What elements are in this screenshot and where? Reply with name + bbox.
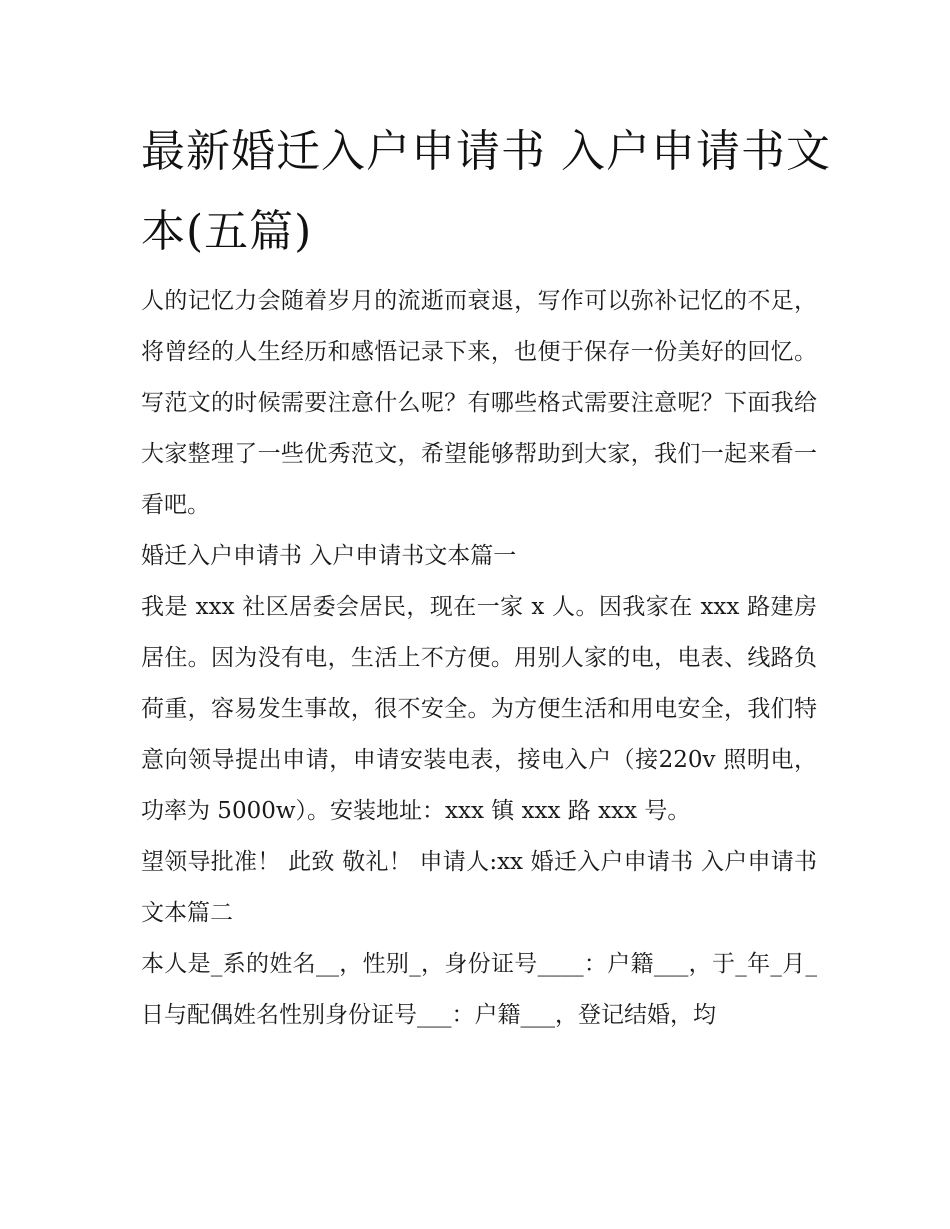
document-title: 最新婚迁入户申请书 入户申请书文本(五篇): [141, 126, 831, 257]
section-heading-1: 婚迁入户申请书 入户申请书文本篇一: [141, 543, 517, 569]
closing-paragraph: 望领导批准！ 此致 敬礼！ 申请人:xx 婚迁入户申请书 入户申请书文本篇二: [141, 849, 817, 926]
section-1-paragraph: 我是 xxx 社区居委会居民，现在一家 x 人。因我家在 xxx 路建房居住。因为没有电，生活上不方便。用别人家的电，电表、线路负荷重，容易发生事故，很不安全。为方便生活和用电安全，我们特意向领导提出申请，申请安装电表，接电入户（接220v 照明电，功率为 5000w）。安装地址：xxx 镇 xxx 路 xxx 号。: [141, 594, 817, 824]
section-2-paragraph: 本人是_系的姓名__，性别_，身份证号____：户籍___，于_年_月_日与配偶姓名性别身份证号___：户籍___，登记结婚，均: [141, 951, 817, 1028]
intro-paragraph: 人的记忆力会随着岁月的流逝而衰退，写作可以弥补记忆的不足，将曾经的人生经历和感悟记录下来，也便于保存一份美好的回忆。写范文的时候需要注意什么呢？有哪些格式需要注意呢？下面我给大家整理了一些优秀范文，希望能够帮助到大家，我们一起来看一看吧。: [141, 288, 817, 518]
document-body: [141, 276, 817, 1041]
